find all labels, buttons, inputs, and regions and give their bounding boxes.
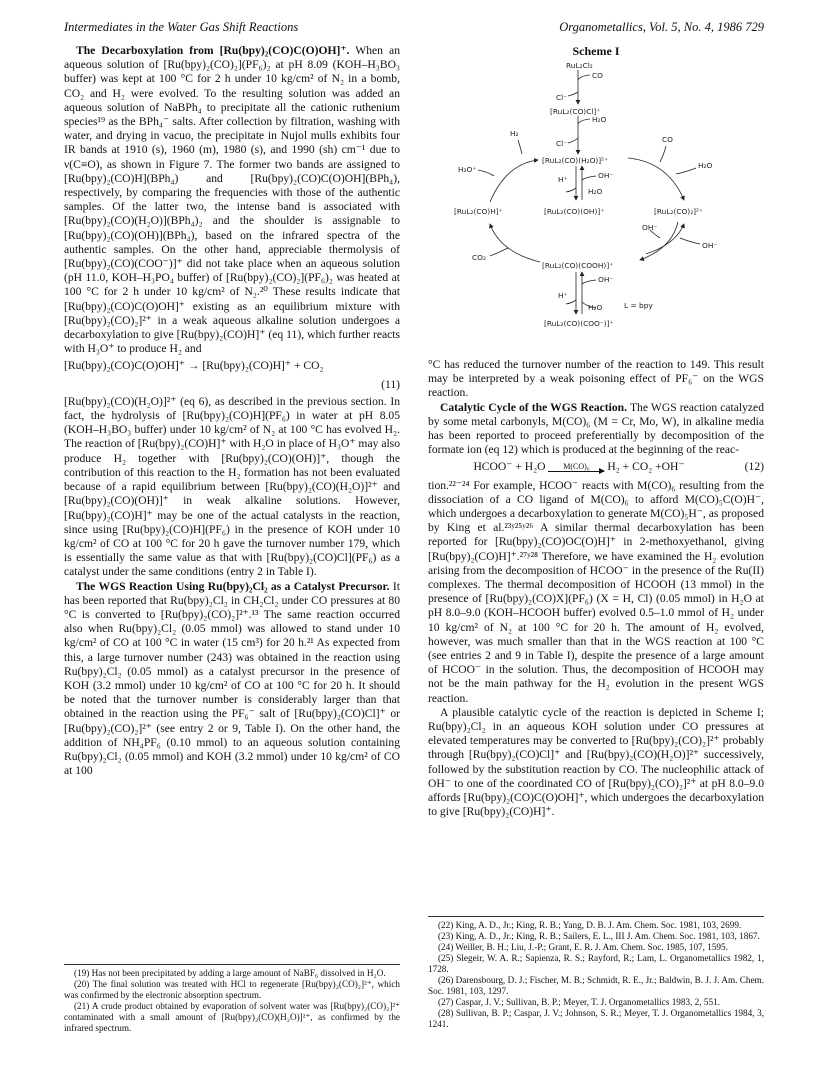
co-entry-right-curve (660, 146, 666, 162)
cl2-exit-curve (568, 138, 578, 143)
equation-body: [Ru(bpy)₂(CO)C(O)OH]⁺ → [Ru(bpy)₂(CO)H]⁺ + CO₂ (64, 359, 324, 373)
paragraph-text: It has been reported that Ru(bpy)₂Cl₂ in CH₂Cl₂ under CO pressures at 80 °C is converted to [Ru(bpy)₂(CO)₂]²⁺.¹³ The same reaction occurred also when Ru(bpy)₂Cl₂ (0.05 mmol) was allowed to stand under 10 kg/cm² of CO at 100 °C in water (15 cm³) for 20 h.²¹ As expected from this, a large turnover number (243) was obtained in the reaction using Ru(bpy)₂Cl₂ (0.05 mmol) as a catalyst precursor in the presence of KOH (3.2 mmol) under 10 kg/cm² of CO at 100 °C for 20 h. It should be noted that the turnover number is considerably larger than that obtained in the reaction using the PF₆⁻ salt of [Ru(bpy)₂(CO)Cl]⁺ or [Ru(bpy)₂(CO)₂]²⁺ (see entry 2 or 9, Table I). On the other hand, the addition of NH₄PF₆ (0.10 mmol) to an aqueous solution containing Ru(bpy)₂Cl₂ (0.05 mmol) and KOH (3.2 mmol) under 10 kg/cm² of CO at 100 (64, 579, 400, 778)
oh-entry-curve (582, 176, 596, 180)
arrow-hydride-to-aqua (490, 160, 538, 202)
cl-exit-curve (568, 92, 578, 96)
paragraph-plausible-cycle: A plausible catalytic cycle of the reaction is depicted in Scheme I; Ru(bpy)₂Cl₂ in an aqueous KOH solution under CO pressures at elevated temperatures may be converted to [Ru(bpy)₂(CO)₂]²⁺ probably through [Ru(bpy)₂(CO)Cl]⁺ and [Ru(bpy)₂(CO)(H₂O)]²⁺ successively, followed by the substitution reaction by CO. The nucleophilic attack of OH⁻ to one of the coordinated CO of [Ru(bpy)₂(CO)₂]²⁺ at pH 8.0–9.0 affords [Ru(bpy)₂(CO)C(O)OH]⁺, which undergoes the decarboxylation to give [Ru(bpy)₂(CO)H]⁺. (428, 705, 764, 819)
equation-number-12: (12) (744, 460, 764, 474)
reference-27: (27) Caspar, J. V.; Sullivan, B. P.; Meyer, T. J. Organometallics 1983, 2, 551. (438, 997, 720, 1007)
scheme-coo: [RuL₂(CO)(COO⁻)]⁺ (544, 319, 614, 328)
scheme-h2o-2: H₂O (588, 187, 603, 196)
scheme-oh3: OH⁻ (702, 241, 718, 250)
h2o-exit-right-curve (676, 168, 696, 174)
paragraph-catalytic-cycle (428, 401, 764, 458)
scheme-oh4: OH⁻ (598, 275, 614, 284)
scheme-cooh: [RuL₂(CO)(COOH)]⁺ (542, 261, 614, 270)
running-title: Intermediates in the Water Gas Shift Reactions (64, 20, 299, 34)
scheme-dicarbonyl: [RuL₂(CO)₂]²⁺ (654, 207, 703, 216)
reference-23: (23) King, A. D., Jr.; King, R. B.; Sailers, E. L., III J. Am. Chem. Soc. 1981, 103, 1867. (438, 931, 760, 941)
oh-entry-right-curve (680, 238, 700, 244)
right-column (428, 358, 764, 820)
h3o-entry-curve (478, 170, 494, 176)
section-heading-wgs-precursor: The WGS Reaction Using Ru(bpy)₂Cl₂ as a Catalyst Precursor. (76, 579, 390, 593)
catalyst-label: M(CO)₆ (563, 462, 590, 472)
h2o-exit-bottom-curve (566, 300, 576, 304)
reference-22: (22) King, A. D., Jr.; King, R. B.; Yang, D. B. J. Am. Chem. Soc. 1981, 103, 2699. (438, 920, 742, 930)
journal-citation: Organometallics, Vol. 5, No. 4, 1986 729 (559, 20, 764, 34)
h2o-exit-curve (566, 188, 576, 192)
equation-11 (64, 359, 400, 373)
arrow-cooh-to-hydride (490, 224, 540, 262)
scheme-hplus2: H⁺ (558, 291, 568, 300)
left-column (64, 44, 400, 778)
reference-25: (25) Slegeir, W. A. R.; Sapienza, R. S.; Rayford, R.; Lam, L. Organometallics 1982, 1, 1728. (428, 953, 764, 974)
paragraph-hydrolysis: [Ru(bpy)₂(CO)(H₂O)]²⁺ (eq 6), as described in the previous section. In fact, the hydrolysis of [Ru(bpy)₂(CO)H](PF₆) in water at pH 8.05 (KOH–H₃BO₃ buffer) under 10 kg/cm² of N₂ at 100 °C has evolved H₂. The reaction of [Ru(bpy)₂(CO)H]⁺ with H₂O in place of H₃O⁺ may also produce H₂ together with [Ru(bpy)₂(CO)(OH)]⁺, though the contribution of this reaction to the H₂ formation has not been evaluated because of a rapid equilibrium between [Ru(bpy)₂(CO)(H₂O)]²⁺ and [Ru(bpy)₂(CO)(OH)]⁺ in weak alkaline solutions. However, [Ru(bpy)₂(CO)H]⁺ may be one of the actual catalysts in the reaction, since using [Ru(bpy)₂(CO)H](PF₆) in the presence of KOH under 10 kg/cm² of CO at 100 °C for 20 h gave the turnover number 179, which is essentially the same value as that with [Ru(bpy)₂(CO)Cl](PF₆) as a catalyst under the same conditions (entry 2 in Table I). (64, 394, 400, 579)
scheme-hydride: [RuL₂(CO)H]⁺ (454, 207, 503, 216)
paragraph-text: The WGS reaction catalyzed by some metal carbonyls, M(CO)₆ (M = Cr, Mo, W), in alkaline media has been reported to proceed preferentially by decomposition of the formate ion (eq 12) which is produced at the beginning of the reac- (428, 400, 764, 457)
equation-products: H₂ + CO₂ +OH⁻ (607, 460, 685, 474)
scheme-aqua: [RuL₂(CO)(H₂O)]²⁺ (542, 156, 609, 165)
reference-24: (24) Weiller, B. H.; Liu, J.-P.; Grant, E. R. J. Am. Chem. Soc. 1985, 107, 1595. (438, 942, 728, 952)
reference-26: (26) Darensbourg, D. J.; Fischer, M. B.; Schmidt, R. E., Jr.; Baldwin, B. J. J. Am. Chem. Soc. 1981, 103, 1297. (428, 975, 764, 996)
reaction-arrow (548, 463, 604, 472)
equation-number-11: (11) (381, 377, 400, 391)
paragraph-wgs-precursor (64, 580, 400, 779)
scheme-h2o-3: H₂O (588, 303, 603, 312)
scheme-title: Scheme I (572, 44, 620, 58)
scheme-h2: H₂ (510, 129, 519, 138)
equation-body (428, 460, 730, 474)
h2o-entry-curve (578, 119, 590, 124)
scheme-h3o: H₃O⁺ (458, 165, 477, 174)
scheme-oh1: OH⁻ (598, 171, 614, 180)
h2-exit-curve (518, 140, 522, 154)
paragraph-decarboxylation (64, 44, 400, 356)
footnote-19: (19) Has not been precipitated by adding a large amount of NaBF₆ dissolved in H₂O. (74, 968, 386, 978)
footnotes-left (64, 964, 400, 1034)
paragraph-text: When an aqueous solution of [Ru(bpy)₂(CO)₂](PF₆)₂ at pH 8.09 (KOH–H₃BO₃ buffer) was kept at 100 °C for 2 h under 10 kg/cm² of N₂ in a bomb, CO₂ and H₂ were evolved. To the resulting solution was added an aqueous solution of NaBPh₄ to precipitate all the cationic ruthenium species¹⁹ as the BPh₄⁻ salts. After collection by filtration, washing with water, and drying in vacuo, the precipitate in Nujol mulls exhibits four IR bands at 1910 (s), 1960 (m), 1980 (s), and 1990 (sh) cm⁻¹ due to ν(C≡O), as shown in Figure 7. The former two bands are assigned to [Ru(bpy)₂(CO)H](BPh₄) and [Ru(bpy)₂(CO)C(O)OH](BPh₄), respectively, by comparing the frequencies with those of the authentic samples. Of the latter two, the intense band is associated with [Ru(bpy)₂(CO)(H₂O)](BPh₄)₂ and the shoulder is assignable to [Ru(bpy)₂(CO)(OH)](BPh₄), based on the infrared spectra of the authentic samples. On the other hand, appreciable thermolysis of [Ru(bpy)₂(CO)(COO⁻)]⁺ did not take place when an aqueous solution (pH 11.0, KOH–H₃PO₄ buffer) of [Ru(bpy)₂(CO)₂](PF₆)₂ was heated at 100 °C for 2 h under 10 kg/cm² of N₂.²⁰ These results indicate that [Ru(bpy)₂(CO)C(O)OH]⁺ existing as an equilibrium mixture with [Ru(bpy)₂(CO)₂]²⁺ in a weak aqueous alkaline solution undergoes a decarboxylation to give [Ru(bpy)₂(CO)H]⁺ (eq 11), which further reacts with H₃O⁺ to produce H₂ and (64, 44, 400, 356)
scheme-h2o-right: H₂O (698, 161, 713, 170)
scheme-cl1: Cl⁻ (556, 93, 568, 102)
equation-reactants: HCOO⁻ + H₂O (473, 460, 546, 474)
footnotes-right (428, 916, 764, 1030)
scheme-rul2cl2: RuL₂Cl₂ (566, 62, 593, 70)
scheme-hydroxo: [RuL₂(CO)(OH)]⁺ (544, 207, 605, 216)
co2-exit-curve (490, 248, 508, 256)
running-header (64, 20, 764, 35)
section-heading-catalytic-cycle: Catalytic Cycle of the WGS Reaction. (440, 400, 628, 414)
equation-12 (428, 460, 764, 474)
scheme-hplus1: H⁺ (558, 175, 568, 184)
section-heading-decarboxylation: The Decarbox​ylation from [Ru(bpy)₂(CO)C(O)OH]⁺. (76, 44, 350, 57)
reference-28: (28) Sullivan, B. P.; Caspar, J. V.; Johnson, S. R.; Meyer, T. J. Organometallics 1984, 3, 1241. (428, 1008, 764, 1029)
paragraph-poisoning: °C has reduced the turnover number of the reaction to 149. This result may be interpreted by a weak poisoning effect of PF₆⁻ on the WGS reaction. (428, 358, 764, 400)
scheme-1 (428, 44, 764, 344)
scheme-legend-lbpy: L = bpy (624, 301, 653, 310)
paragraph-formate: tion.²²⁻²⁴ For example, HCOO⁻ reacts with M(CO)₆ resulting from the dissociation of a CO ligand of M(CO)₆ to afford M(CO)₅C(O)H⁻, which undergoes a decarboxylation to generate M(CO)₅H⁻, as proposed by King et al.²³ʸ²⁵ʸ²⁶ A similar thermal decarboxylation has been reported for [Ru(bpy)₂(CO)OC(O)H]⁺ in 2-methoxyethanol, giving [Ru(bpy)₂(CO)H]⁺.²⁷ʸ²⁸ Therefore, we have examined the H₂ evolution arising from the decomposition of HCOO⁻ in the presence of the Ru(II) complexes. The thermal decomposition of HCOOH (13 mmol) in the presence of [Ru(bpy)₂(CO)X](PF₆) (X = H, Cl) (0.05 mmol) in H₂O at pH 8.0–9.0 (KOH–HCOOH buffer) evolved 0.5–1.0 mmol of H₂ under 10 kg/cm² of N₂ at 100 °C for 20 h. The amount of H₂ evolved, however, was much smaller than that in the WGS reaction at 100 °C (see entries 2 and 9 in Table I), despite the presence of a large amount of HCOO⁻ in the solution. Thus, the decomposition of HCOOH may not be the main pathway for the H₂ evolution in the present WGS reaction. (428, 478, 764, 705)
scheme-co2: CO₂ (472, 253, 486, 262)
scheme-oh2: OH⁻ (642, 223, 658, 232)
arrow-aqua-to-dicarbonyl (628, 158, 684, 200)
scheme-co-top: CO (592, 71, 603, 80)
scheme-diagram (428, 62, 764, 352)
co-entry-curve (578, 75, 590, 80)
footnote-20: (20) The final solution was treated with HCl to regenerate [Ru(bpy)₂(CO)₂]²⁺, which was confirmed by the electronic absorption spectrum. (64, 979, 400, 1000)
scheme-cl2: Cl⁻ (556, 139, 568, 148)
scheme-rul2cocl: [RuL₂(CO)Cl]⁺ (550, 107, 601, 116)
footnote-21: (21) A crude product obtained by evaporation of solvent water was [Ru(bpy)₂(CO)₂]²⁺ contaminated with a small amount of [Ru(bpy)₂(CO)(H₂O)]²⁺, as confirmed by the infrared spectrum. (64, 1001, 400, 1033)
scheme-co-right: CO (662, 135, 673, 144)
scheme-h2o-1: H₂O (592, 115, 607, 124)
oh-entry-bottom-curve (582, 280, 596, 284)
